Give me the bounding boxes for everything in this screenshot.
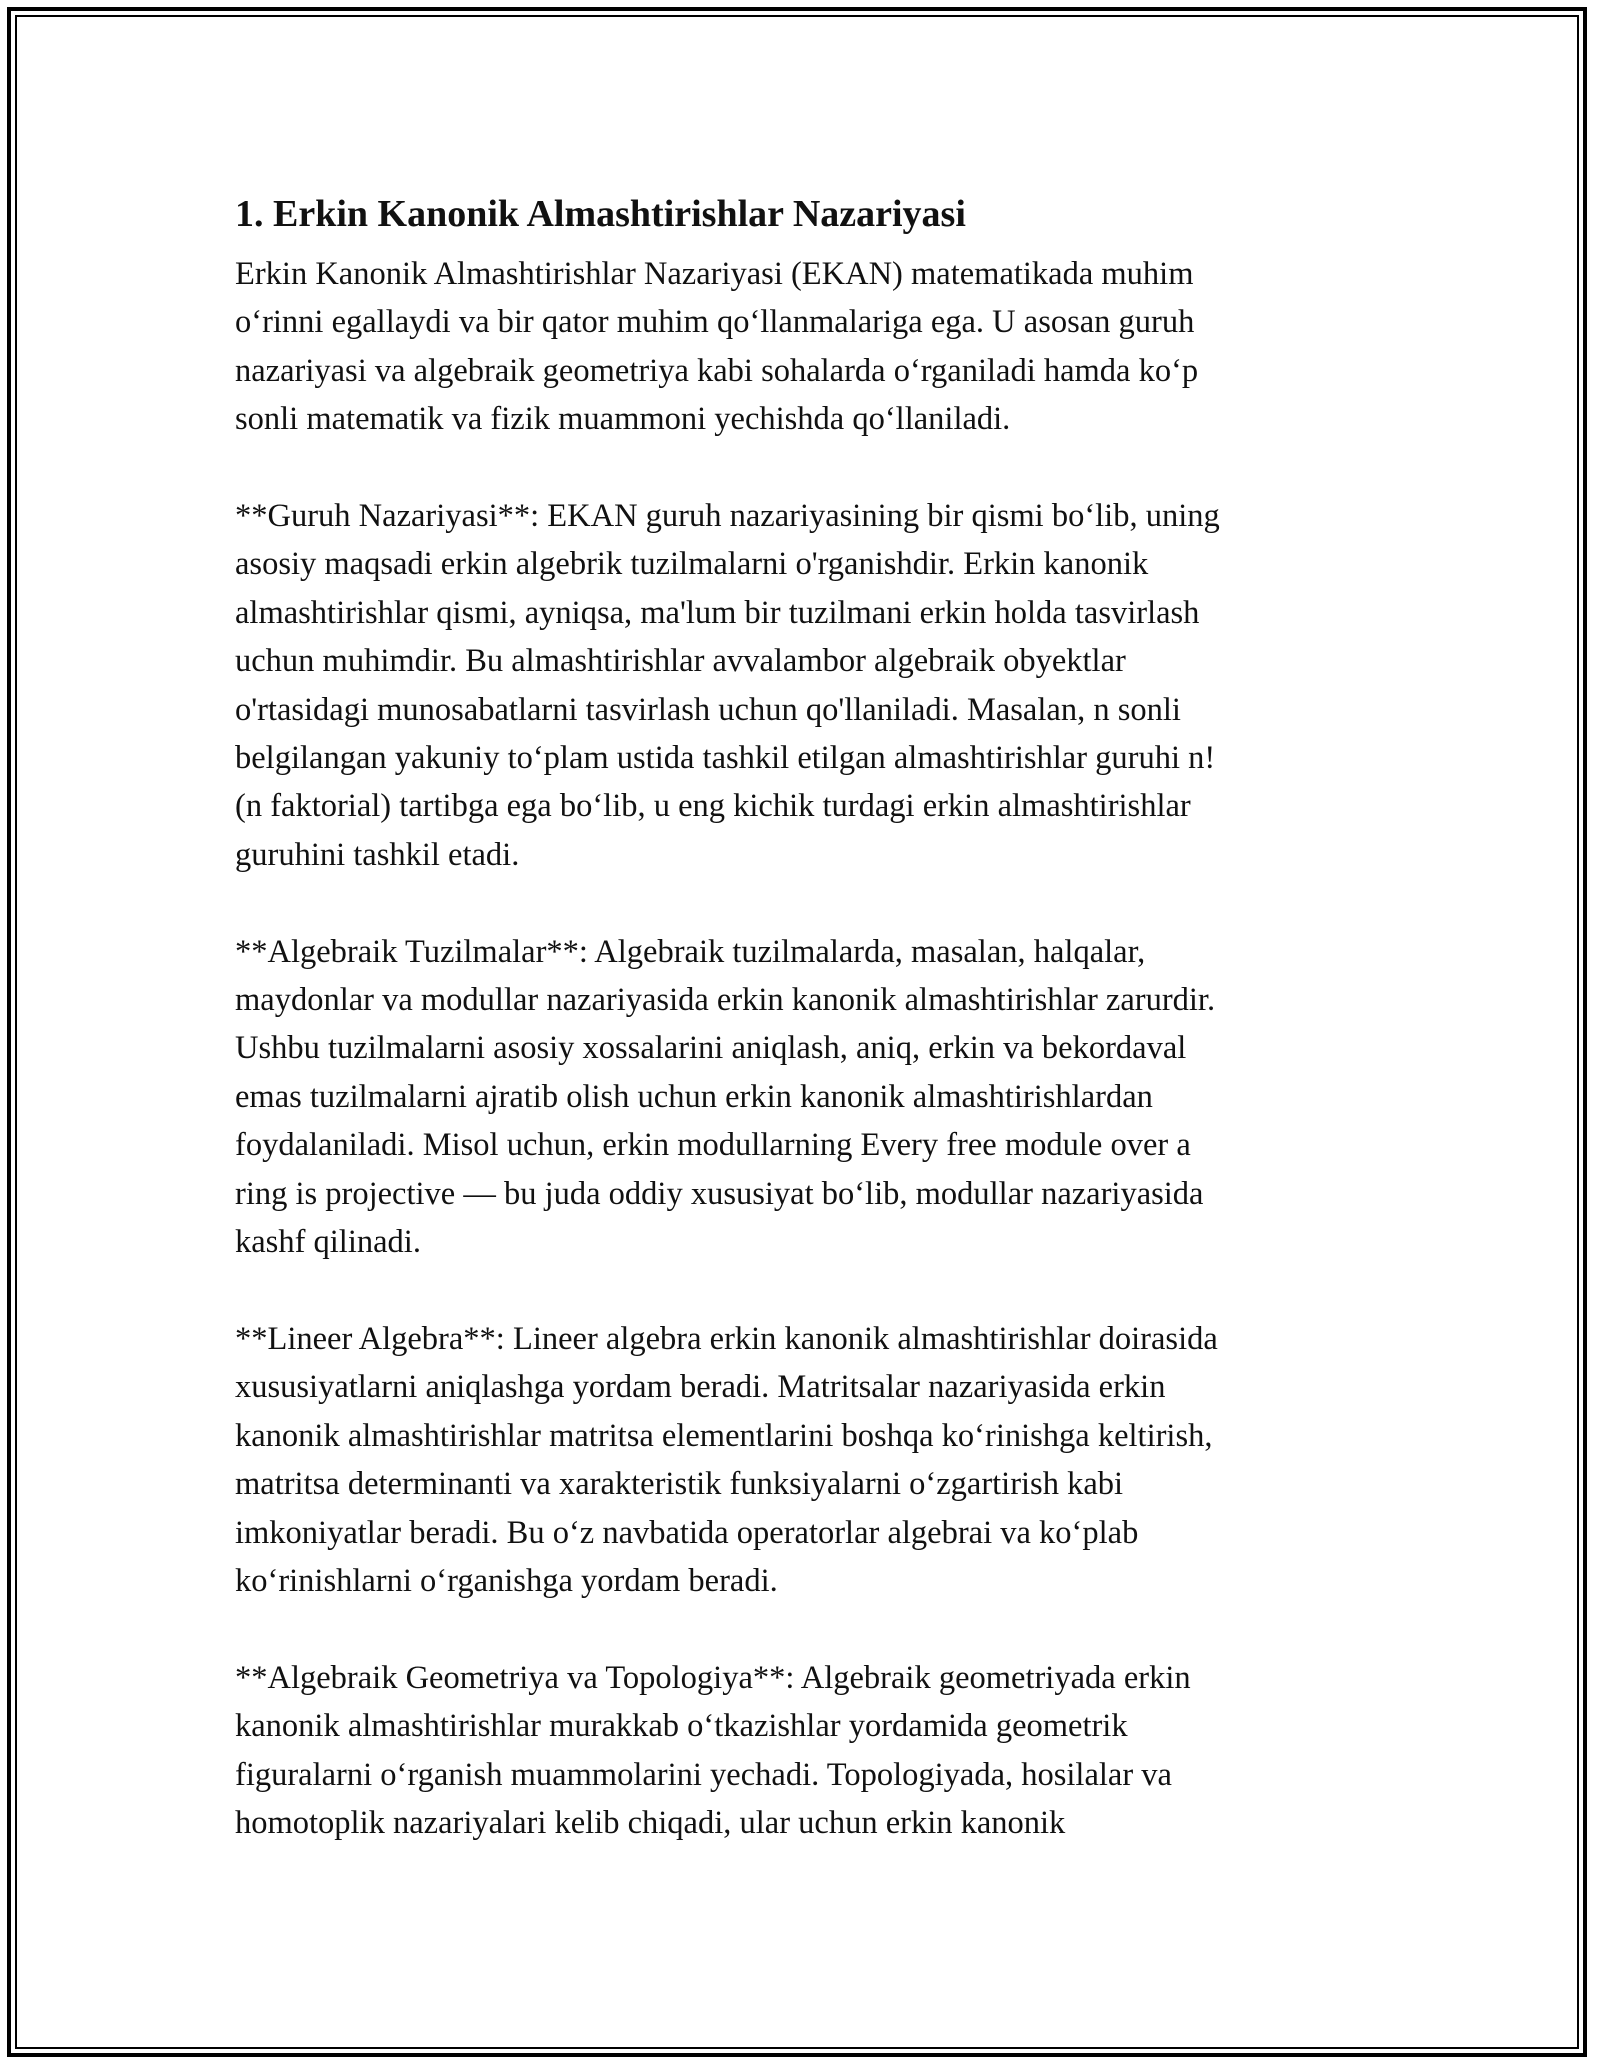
document-body xyxy=(235,188,1365,1896)
algebraic-structures-paragraph: **Algebraik Tuzilmalar**: Algebraik tuzilmalarda, masalan, halqalar, maydonlar va modullar nazariyasida erkin kanonik almashtirishlar zarurdir. Ushbu tuzilmalarni asosiy xossalarini aniqlash, aniq, erkin va bekordaval emas tuzilmalarni ajratib olish uchun erkin kanonik almashtirishlardan foydalaniladi. Misol uchun, erkin modullarning Every free module over a ring is projective — bu juda oddiy xususiyat bo‘lib, modullar nazariyasida kashf qilinadi. xyxy=(235,933,1216,1261)
group-theory-paragraph: **Guruh Nazariyasi**: EKAN guruh nazariyasining bir qismi bo‘lib, uning asosiy maqsadi erkin algebrik tuzilmalarni o'rganishdir. Erkin kanonik almashtirishlar qismi, ayniqsa, ma'lum bir tuzilmani erkin holda tasvirlash uchun muhimdir. Bu almashtirishlar avvalambor algebraik obyektlar o'rtasidagi munosabatlarni tasvirlash uchun qo'llaniladi. Masalan, n sonli belgilangan yakuniy to‘plam ustida tashkil etilgan almashtirishlar guruhi n! (n faktorial) tartibga ega bo‘lib, u eng kichik turdagi erkin almashtirishlar guruhini tashkil etadi. xyxy=(235,498,1220,873)
linear-algebra-paragraph: **Lineer Algebra**: Lineer algebra erkin kanonik almashtirishlar doirasida xususiyatlarni aniqlashga yordam beradi. Matritsalar nazariyasida erkin kanonik almashtirishlar matritsa elementlarini boshqa ko‘rinishga keltirish, matritsa determinanti va xarakteristik funksiyalarni o‘zgartirish kabi imkoniyatlar beradi. Bu o‘z navbatida operatorlar algebrai va ko‘plab ko‘rinishlarni o‘rganishga yordam beradi. xyxy=(235,1320,1218,1599)
section-heading: 1. Erkin Kanonik Almashtirishlar Nazariyasi xyxy=(235,193,966,235)
algebraic-geometry-paragraph: **Algebraik Geometriya va Topologiya**: Algebraik geometriyada erkin kanonik almashtirishlar murakkab o‘tkazishlar yordamida geometrik figuralarni o‘rganish muammolarini yechadi. Topologiyada, hosilalar va homotoplik nazariyalari kelib chiqadi, ular uchun erkin kanonik xyxy=(235,1659,1191,1841)
intro-paragraph: Erkin Kanonik Almashtirishlar Nazariyasi (EKAN) matematikada muhim o‘rinni egallaydi va bir qator muhim qo‘llanmalariga ega. U asosan guruh nazariyasi va algebraik geometriya kabi sohalarda o‘rganiladi hamda ko‘p sonli matematik va fizik muammoni yechishda qo‘llaniladi. xyxy=(235,256,1199,438)
